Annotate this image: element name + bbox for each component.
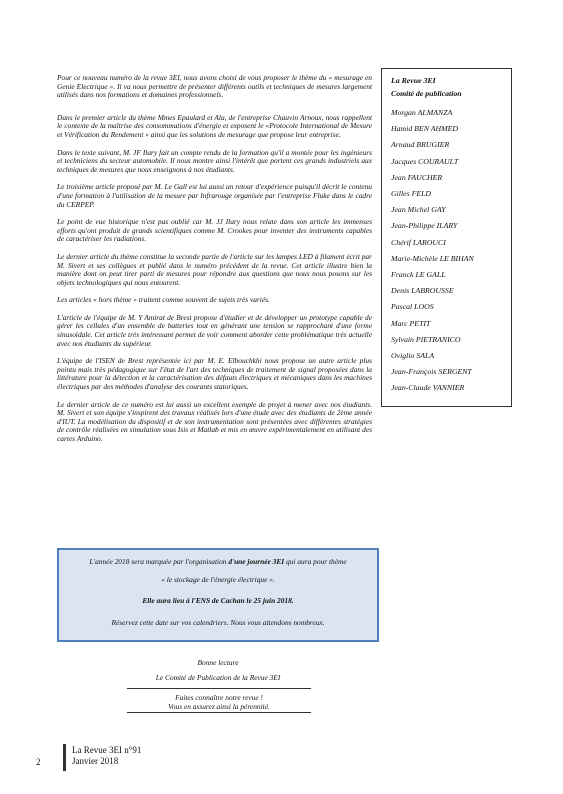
promo-line-2: Vous en assurez ainsi la pérennité. bbox=[168, 702, 270, 711]
committee-member: Jean Michel GAY bbox=[391, 205, 446, 215]
committee-member-list bbox=[391, 105, 511, 397]
committee-member: Chérif LAROUCI bbox=[391, 237, 446, 247]
intro-paragraph: Pour ce nouveau numéro de la revue 3EI, nous avons choisi de vous proposer le thème du « mesurage en Genie Electrique ». Il va nous permettre de présenter différents outils et techniques de mesures largement utilisés dans nos formations et domaines professionnels. bbox=[57, 73, 372, 100]
announcement-line-1 bbox=[65, 557, 371, 566]
committee-member: Morgan ALMANZA bbox=[391, 108, 453, 117]
paragraph-off-topic: Les articles « hors thème » traitent comme souvent de sujets très variés. bbox=[57, 295, 270, 305]
announcement-event-name: d'une journée 3EI bbox=[228, 557, 285, 566]
paragraph-chauvin-arnoux: Dans le premier article du thème Mmes Epaulard et Ala, de l'entreprise Chauvin Arnoux, nous rappellent le contexte de la maîtrise des consommations d'énergie et exposent le «Protocole International de Mesure et Vérification du Rendement » ainsi que les solutions de mesurage que propose leur entreprise. bbox=[57, 112, 372, 139]
paragraph-signal-processing: L'équipe de l'ISEN de Brest représentée ici par M. E. Elbouchkhi nous propose un autre article plus pointu mais très pédagogique sur l'état de l'art des techniques de traitement de signal proposées dans la littérature pour la détection et la caractérisation des défauts électriques et mécaniques dans les machines électriques par des méthodes d'analyse des courants statoriques. bbox=[57, 356, 372, 392]
promo-line-1: Faites connaître notre revue ! bbox=[175, 693, 263, 702]
committee-box bbox=[381, 68, 512, 407]
paragraph-batteries: L'article de l'équipe de M. Y Amirat de Brest propose d'étudier et de développer un prototype capable de gérer les cellules d'un ensemble de batteries tout en générant une tension se rapprochant d'une forme sinusoïdale. Cet article très intéressant permet de voir comment aborder cette problématique très actuelle avec nos étudiants du supérieur. bbox=[57, 312, 372, 348]
committee-member: Jacques COURAULT bbox=[391, 156, 459, 166]
announcement-text: L'année 2018 sera marquée par l'organisation bbox=[89, 557, 229, 566]
announcement-reminder: Réservez cette date sur vos calendriers. Nous vous attendons nombreux. bbox=[111, 618, 325, 627]
committee-member: Denis LABROUSSE bbox=[391, 286, 454, 296]
committee-subtitle: Comité de publication bbox=[391, 89, 462, 98]
footer-journal-info bbox=[72, 745, 141, 767]
committee-member: Arnaud BRUGIER bbox=[391, 140, 450, 150]
committee-member: Jean FAUCHER bbox=[391, 172, 443, 182]
footer-date: Janvier 2018 bbox=[72, 756, 119, 766]
committee-member: Marie-Michèle LE BIHAN bbox=[391, 253, 474, 263]
editorial-column bbox=[57, 74, 372, 453]
committee-member: Gilles FELD bbox=[391, 189, 432, 199]
announcement-venue-date: Elle aura lieu à l'ENS de Cachan le 25 juin 2018. bbox=[142, 596, 294, 605]
paragraph-arduino: Le dernier article de ce numéro est lui aussi un excellent exemple de projet à mener avec nos étudiants. M. Sivert et son équipe s'inspirent des travaux réalisés lors d'une étude avec des étudiants de 2ème année d'IUT. La modélisation du dispositif et de son instrumentation sont présentées avec différentes stratégies de contrôle réalisées en simulation sous Isis et Matlab et mis en œuvre expérimentalement en utilisant des cartes Arduino. bbox=[57, 399, 372, 443]
committee-member: Hamid BEN AHMED bbox=[391, 124, 458, 134]
committee-member: Jean-François SERGENT bbox=[391, 367, 472, 377]
committee-member: Sylvain PIETRANICO bbox=[391, 334, 461, 344]
paragraph-automotive-training: Dans le texte suivant, M. JF Ilary fait un compte rendu de la formation qu'il a montée pour les ingénieurs et techniciens du secteur automobile. Il nous montre ainsi l'intérêt que portent ces grands industriels aux techniques de mesures que nous enseignons à nos étudiants. bbox=[57, 147, 372, 174]
announcement-text: qui aura pour thème bbox=[284, 557, 347, 566]
paragraph-history: Le point de vue historique n'est pas oublié car M. JJ Ilary nous relate dans son article les immenses efforts qu'ont produit de grands scientifiques comme M. Crookes pour inventer des instruments capables de caractériser les radiations. bbox=[57, 217, 372, 244]
committee-member: Jean-Philippe ILARY bbox=[391, 221, 458, 231]
committee-member: Marc PETIT bbox=[391, 318, 431, 328]
committee-member: Pascal LOOS bbox=[391, 302, 434, 312]
footer-divider bbox=[63, 744, 66, 771]
closing-block bbox=[57, 655, 379, 685]
promo-box bbox=[127, 688, 311, 713]
committee-member: Jean-Claude VANNIER bbox=[391, 383, 465, 393]
committee-title: La Revue 3EI bbox=[391, 76, 436, 85]
committee-member: Franck LE GALL bbox=[391, 270, 446, 280]
footer-journal-issue: La Revue 3EI n°91 bbox=[72, 745, 142, 755]
committee-member: Oviglio SALA bbox=[391, 351, 435, 361]
page-number: 2 bbox=[36, 757, 41, 767]
event-announcement-box bbox=[57, 548, 379, 642]
closing-greeting: Bonne lecture bbox=[197, 658, 239, 667]
closing-signature: Le Comité de Publication de la Revue 3EI bbox=[155, 673, 281, 682]
paragraph-led: Le dernier article du thème constitue la seconde partie de l'article sur les lampes LED à filament écrit par M. Sivert et ses collègues et publié dans le numéro précédent de la revue. Cet article illustre bien la manière dont on peut tirer parti de mesures pour répondre aux questions que nous nous posons sur les objets technologiques qui nous entourent. bbox=[57, 251, 372, 287]
paragraph-infrared: Le troisième article proposé par M. Le Gall est lui aussi un retour d'expérience puisqu'il décrit le contenu d'une formation à l'utilisation de la mesure par Infrarouge organisée par l'entreprise Fluke dans le cadre du CERPEP. bbox=[57, 182, 372, 209]
announcement-theme: « le stockage de l'énergie électrique ». bbox=[161, 575, 275, 584]
